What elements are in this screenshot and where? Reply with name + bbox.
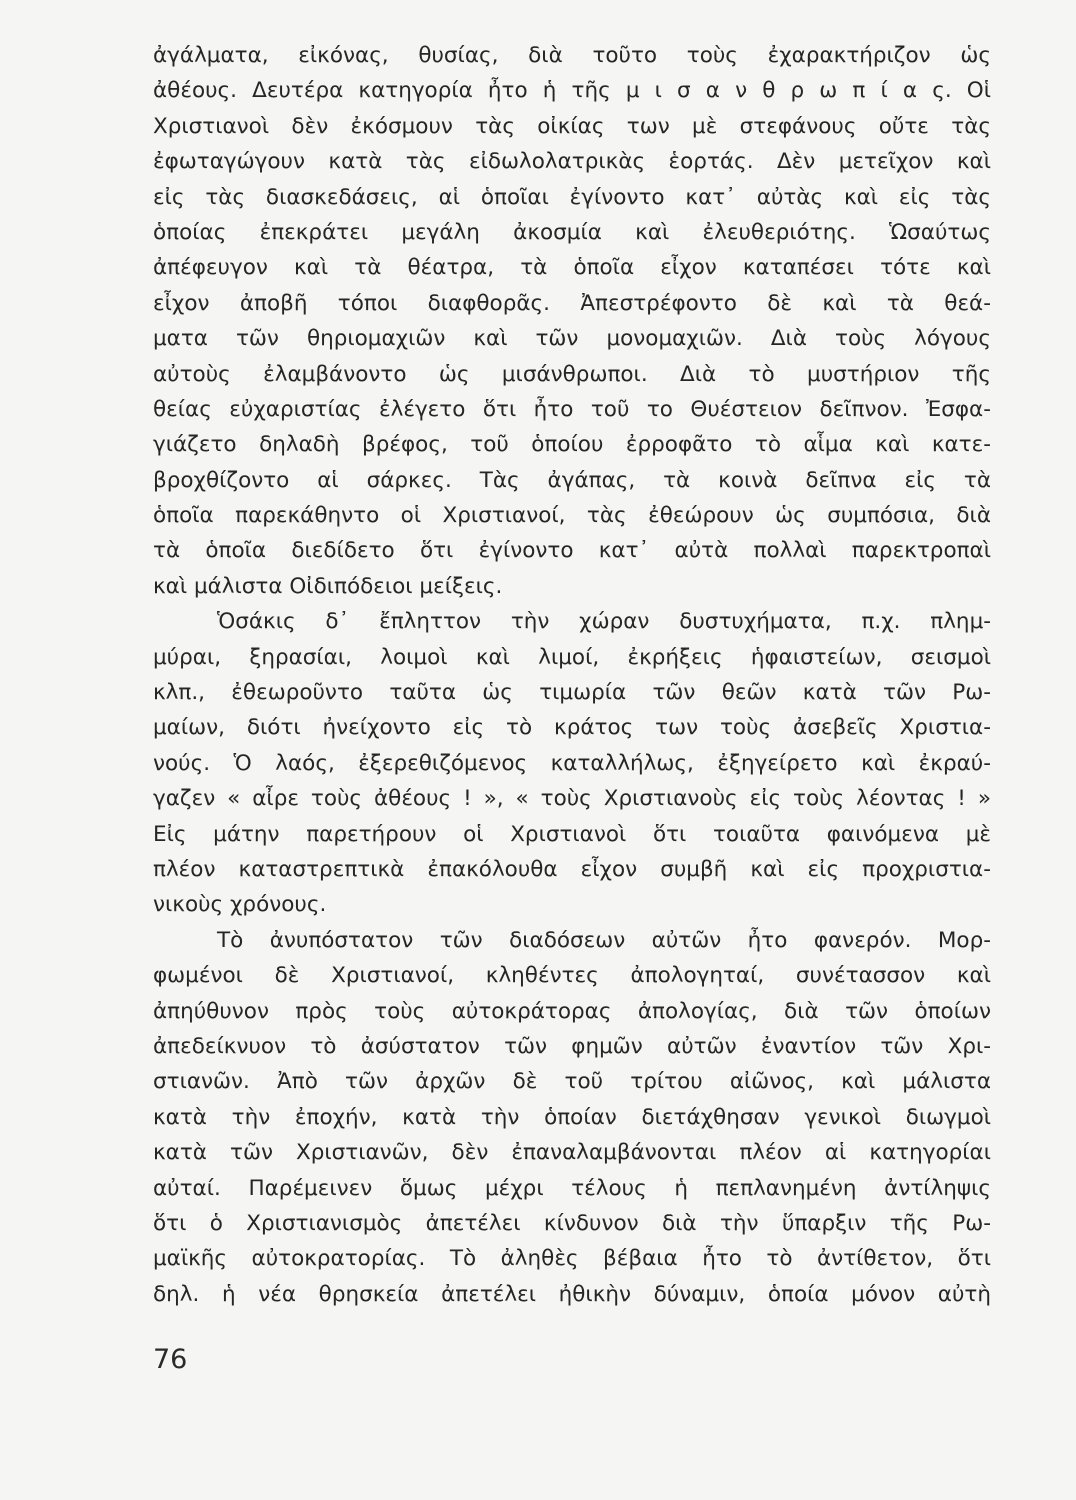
text-line: ἐφωταγώγουν κατὰ τὰς εἰδωλολατρικὰς ἑορτάς. Δὲν μετεῖχον καὶ [153, 149, 991, 175]
text-line: θείας εὐχαριστίας ἐλέγετο ὅτι ἦτο τοῦ το Θυέστειον δεῖπνον. Ἐσφα- [153, 396, 991, 422]
text-line: εἰς τὰς διασκεδάσεις, αἱ ὁποῖαι ἐγίνοντο κατ᾽ αὐτὰς καὶ εἰς τὰς [153, 184, 991, 210]
text-line: πλέον καταστρεπτικὰ ἐπακόλουθα εἶχον συμβῆ καὶ εἰς προχριστια- [153, 856, 991, 882]
text-line: μαίων, διότι ἠνείχοντο εἰς τὸ κράτος των τοὺς ἀσεβεῖς Χριστια- [153, 715, 991, 741]
text-line: νικοὺς χρόνους. [153, 892, 327, 918]
text-line: αὐτοὺς ἐλαμβάνοντο ὡς μισάνθρωποι. Διὰ τὸ μυστήριον τῆς [153, 361, 991, 387]
paragraph [153, 38, 991, 604]
text-line: εἶχον ἀποβῆ τόποι διαφθορᾶς. Ἀπεστρέφοντο δὲ καὶ τὰ θεά- [153, 290, 991, 316]
text-line: κλπ., ἐθεωροῦντο ταῦτα ὡς τιμωρία τῶν θεῶν κατὰ τῶν Ρω- [153, 680, 991, 706]
text-line: φωμένοι δὲ Χριστιανοί, κληθέντες ἀπολογηταί, συνέτασσον καὶ [153, 963, 991, 989]
text-line: νούς. Ὁ λαός, ἐξερεθιζόμενος καταλλήλως, ἐξηγείρετο καὶ ἐκραύ- [153, 750, 991, 776]
text-line: ἀγάλματα, εἰκόνας, θυσίας, διὰ τοῦτο τοὺς ἐχαρακτήριζον ὡς [153, 43, 991, 68]
text-line: ὁποῖα παρεκάθηντο οἱ Χριστιανοί, τὰς ἐθεώρουν ὡς συμπόσια, διὰ [153, 503, 991, 529]
text-line: ὅτι ὁ Χριστιανισμὸς ἀπετέλει κίνδυνον διὰ τὴν ὕπαρξιν τῆς Ρω- [153, 1210, 991, 1236]
text-line: καὶ μάλιστα Οἰδιπόδειοι μείξεις. [153, 573, 503, 599]
page-number: 76 [153, 1344, 188, 1375]
text-line: βροχθίζοντο αἱ σάρκες. Τὰς ἀγάπας, τὰ κοινὰ δεῖπνα εἰς τὰ [153, 467, 991, 493]
text-line: ὁποίας ἐπεκράτει μεγάλη ἀκοσμία καὶ ἐλευθεριότης. Ὡσαύτως [153, 219, 991, 245]
paragraph [153, 923, 991, 1312]
text-line: κατὰ τῶν Χριστιανῶν, δὲν ἐπαναλαμβάνονται πλέον αἱ κατηγορίαι [153, 1140, 991, 1166]
text-line: τὰ ὁποῖα διεδίδετο ὅτι ἐγίνοντο κατ᾽ αὐτὰ πολλαὶ παρεκτροπαὶ [153, 538, 991, 564]
text-line: δηλ. ἡ νέα θρησκεία ἀπετέλει ἠθικὴν δύναμιν, ὁποία μόνον αὐτὴ [153, 1281, 991, 1307]
text-line: Τὸ ἀνυπόστατον τῶν διαδόσεων αὐτῶν ἦτο φανερόν. Μορ- [217, 927, 991, 953]
text-line: ματα τῶν θηριομαχιῶν καὶ τῶν μονομαχιῶν. Διὰ τοὺς λόγους [153, 326, 991, 352]
text-line: ἀπέφευγον καὶ τὰ θέατρα, τὰ ὁποῖα εἶχον καταπέσει τότε καὶ [153, 255, 991, 281]
text-line: γιάζετο δηλαδὴ βρέφος, τοῦ ὁποίου ἐρροφᾶτο τὸ αἷμα καὶ κατε- [153, 432, 991, 458]
paragraph [153, 604, 991, 923]
text-line: Χριστιανοὶ δὲν ἐκόσμουν τὰς οἰκίας των μὲ στεφάνους οὔτε τὰς [153, 113, 991, 139]
text-line: ἀπεδείκνυον τὸ ἀσύστατον τῶν φημῶν αὐτῶν ἐναντίον τῶν Χρι- [153, 1033, 991, 1059]
text-line: μύραι, ξηρασίαι, λοιμοὶ καὶ λιμοί, ἐκρήξεις ἡφαιστείων, σεισμοὶ [153, 644, 991, 670]
text-line: Ὁσάκις δ᾽ ἔπληττον τὴν χώραν δυστυχήματα, π.χ. πλημ- [217, 609, 991, 635]
text-line: κατὰ τὴν ἐποχήν, κατὰ τὴν ὁποίαν διετάχθησαν γενικοὶ διωγμοὶ [153, 1104, 991, 1130]
text-line: ἀθέους. Δευτέρα κατηγορία ἦτο ἡ τῆς μ ι σ α ν θ ρ ω π ί α ς. Οἱ [153, 78, 991, 104]
text-line: στιανῶν. Ἀπὸ τῶν ἀρχῶν δὲ τοῦ τρίτου αἰῶνος, καὶ μάλιστα [153, 1069, 991, 1095]
text-line: μαϊκῆς αὐτοκρατορίας. Τὸ ἀληθὲς βέβαια ἦτο τὸ ἀντίθετον, ὅτι [153, 1246, 991, 1272]
text-line: γαζεν « αἶρε τοὺς ἀθέους ! », « τοὺς Χριστιανοὺς εἰς τοὺς λέοντας ! » [153, 786, 991, 812]
text-line: ἀπηύθυνον πρὸς τοὺς αὐτοκράτορας ἀπολογίας, διὰ τῶν ὁποίων [153, 998, 991, 1024]
body-text [153, 38, 991, 1312]
text-line: Εἰς μάτην παρετήρουν οἱ Χριστιανοὶ ὅτι τοιαῦτα φαινόμενα μὲ [153, 821, 991, 847]
text-line: αὐταί. Παρέμεινεν ὅμως μέχρι τέλους ἡ πεπλανημένη ἀντίληψις [153, 1175, 991, 1201]
